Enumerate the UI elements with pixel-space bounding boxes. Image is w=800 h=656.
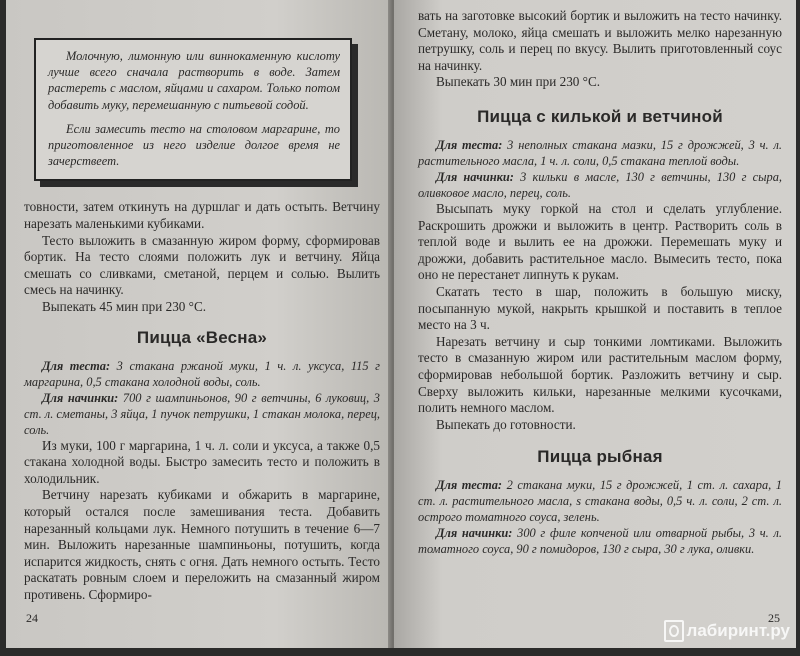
filling-ingredients [24, 390, 380, 438]
recipe-title: Пицца рыбная [537, 447, 663, 467]
left-page [6, 0, 392, 648]
body-paragraph: Высыпать муку горкой на стол и сделать углубление. Раскрошить дрожжи и выложить в центр. Растворить соль в теплой воде и вылить ее на дрожжи. Перемешать муку и дрожжи, добавить растительное масло. Вымесить тесто, пока оно не перестанет липнуть к рукам. [418, 200, 782, 283]
filling-text: 700 г шампиньонов, 90 г ветчины, 6 луковиц, 3 ст. л. сметаны, 3 яйца, 1 пучок петрушки, 1 стакан молока, перец, соль. [24, 390, 380, 437]
body-paragraph: Ветчину нарезать кубиками и обжарить в маргарине, который остался после замешивания теста. Добавить нарезанный кольцами лук. Немного потушить в течение 6—7 мин. Выложить нарезанные шампиньоны, потушить, когда испарится жидкость, снять с огня. Дать немного остыть. Тесто раскатать ровным слоем и переложить на смазанный жиром противень. Сформиро- [24, 487, 380, 602]
filling-ingredients [418, 169, 782, 201]
filling-label: Для начинки: [436, 169, 514, 184]
dough-ingredients [418, 137, 782, 169]
filling-label: Для начинки: [42, 390, 119, 405]
tip-paragraph: Если замесить тесто на столовом маргарине, то приготовленное из него изделие долгое время не зачерствеет. [48, 121, 340, 169]
watermark-text: лабиринт.ру [686, 621, 790, 640]
labirint-watermark [664, 620, 790, 642]
dough-ingredients [418, 477, 782, 525]
tip-box [34, 38, 352, 181]
filling-text: 300 г филе копченой или отварной рыбы, 3 ч. л. томатного соуса, 90 г помидоров, 130 г сыра, 30 г лука, оливки. [418, 526, 782, 557]
labirint-logo-icon [664, 620, 684, 642]
filling-text: 3 кильки в масле, 130 г ветчины, 130 г сыра, оливковое масло, перец, соль. [418, 169, 782, 200]
body-paragraph: Тесто выложить в смазанную жиром форму, сформировав бортик. На тесто слоями положить лук и ветчину. Яйца смешать со сливками, сметаной, перцем и солью. Вылить смесь на начинку. [24, 232, 380, 298]
filling-label: Для начинки: [436, 526, 513, 541]
body-paragraph: вать на заготовке высокий бортик и выложить на тесто начинку. Сметану, молоко, яйца смешать и выложить мелко нарезанную петрушку, соль и перец по вкусу. Вылить приготовленный соус на начинку. [418, 8, 782, 73]
recipe-title: Пицца с килькой и ветчиной [477, 106, 723, 126]
body-paragraph: Выпекать 30 мин при 230 °С. [436, 74, 601, 90]
filling-ingredients [418, 525, 782, 557]
body-paragraph: Скатать тесто в шар, положить в большую миску, посыпанную мукой, накрыть крышкой и поставить в теплое место на 3 ч. [418, 283, 782, 333]
dough-label: Для теста: [436, 478, 503, 493]
page-number: 25 [768, 611, 780, 625]
page-number: 24 [26, 611, 38, 625]
dough-ingredients [24, 358, 380, 390]
dough-label: Для теста: [42, 358, 111, 373]
body-paragraph: Выпекать 45 мин при 230 °С. [42, 298, 207, 314]
body-paragraph: Из муки, 100 г маргарина, 1 ч. л. соли и уксуса, а также 0,5 стакана холодной воды. Быстро замесить тесто и положить в холодильник. [24, 437, 380, 486]
body-paragraph: товности, затем откинуть на дуршлаг и дать остыть. Ветчину нарезать маленькими кубиками. [24, 199, 380, 232]
dough-text: 3 стакана ржаной муки, 1 ч. л. уксуса, 115 г маргарина, 0,5 стакана холодной воды, соль. [24, 358, 380, 389]
dough-text: 2 стакана муки, 15 г дрожжей, 1 ст. л. сахара, 1 ст. л. растительного масла, s стакана воды, 0,5 ч. л. соли, 2 ст. л. острого томатного соуса, зелень. [418, 478, 782, 525]
tip-paragraph: Молочную, лимонную или виннокаменную кислоту лучше всего сначала растворить в воде. Затем растереть с маслом, яйцами и сахаром. Только потом добавить муку, перемешанную с питьевой содой. [48, 49, 340, 112]
right-page [394, 0, 796, 648]
dough-label: Для теста: [436, 137, 503, 152]
body-paragraph: Выпекать до готовности. [436, 416, 576, 432]
body-paragraph: Нарезать ветчину и сыр тонкими ломтиками. Выложить тесто в смазанную жиром или растительным маслом форму, сформировав небольшой бортик. Разложить ветчину и сыр. Сверху выложить кильки, нарезанные мелкими кусочками, полить немного маслом. [418, 333, 782, 416]
dough-text: 3 неполных стакана мазки, 15 г дрожжей, 3 ч. л. растительного масла, 1 ч. л. соли, 0,5 стакана теплой воды. [418, 137, 782, 168]
recipe-title: Пицца «Весна» [136, 327, 268, 347]
